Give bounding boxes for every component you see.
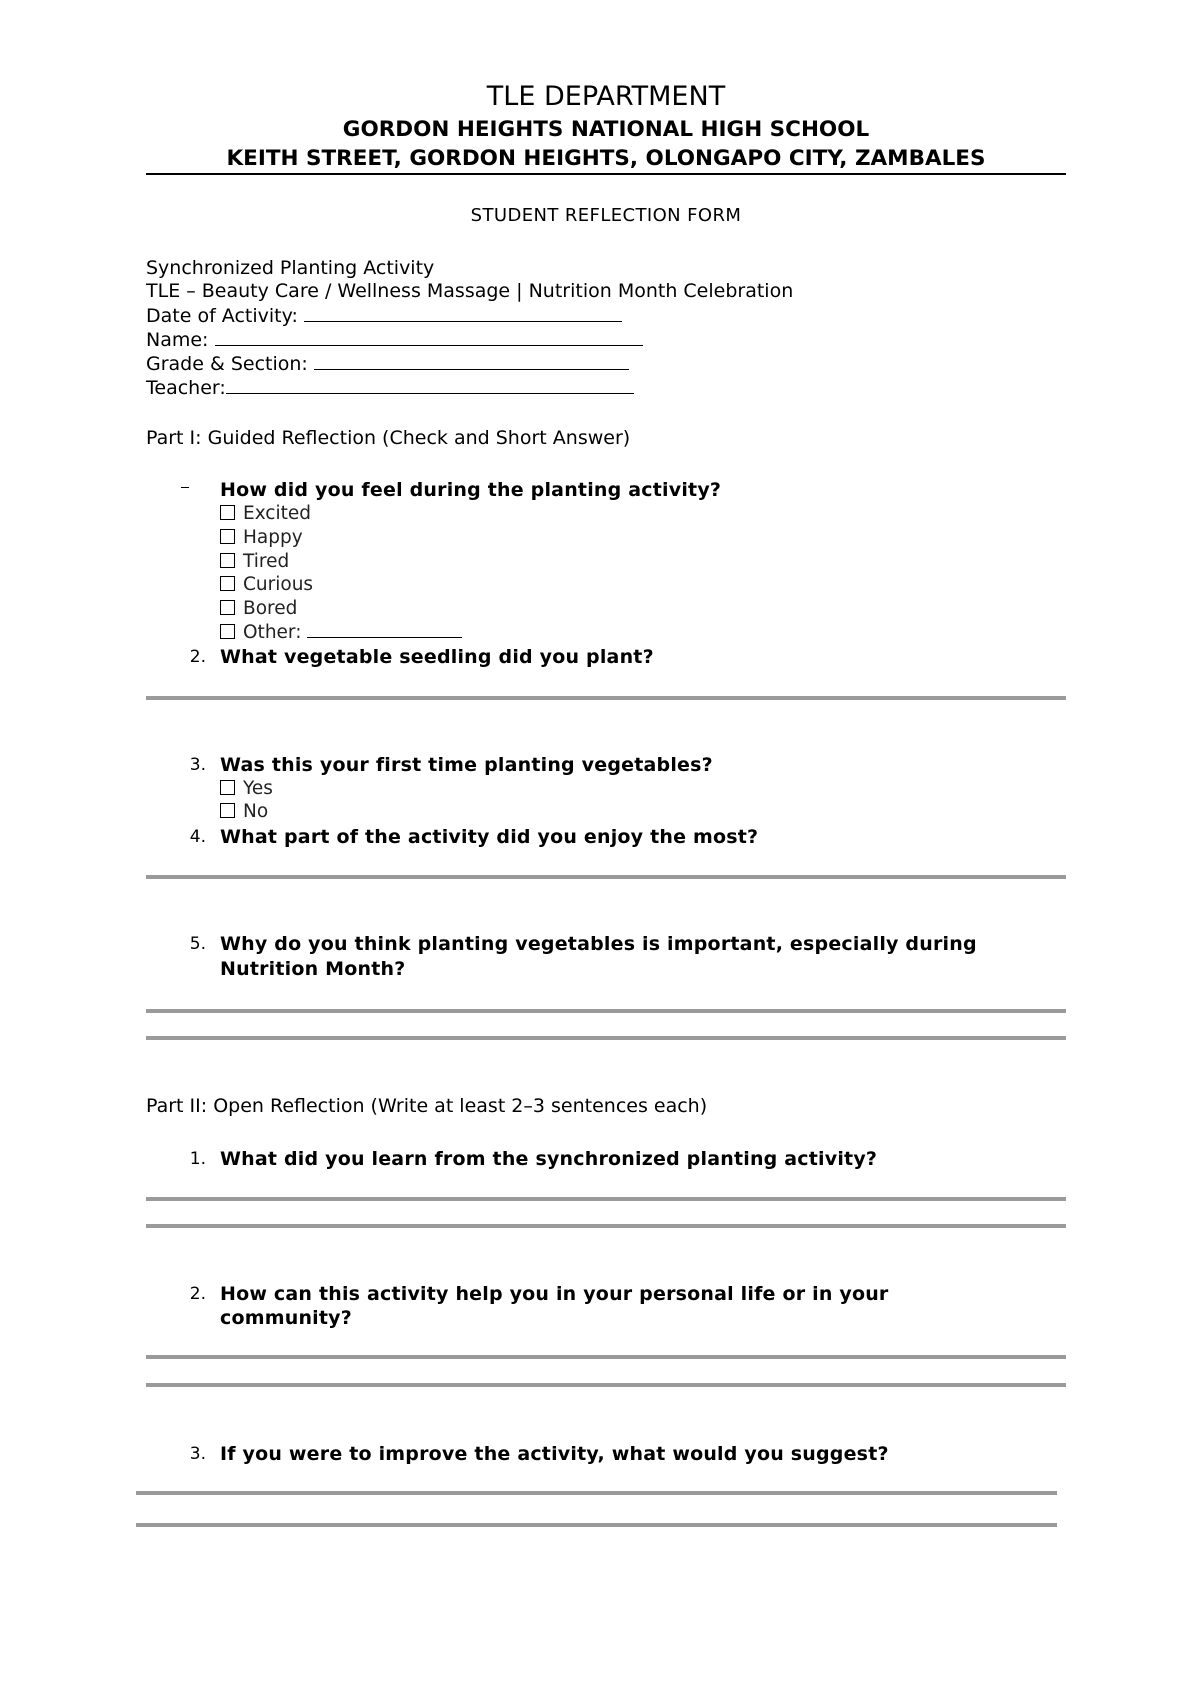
part1-q5-text-line2: Nutrition Month?	[220, 958, 406, 980]
part2-q1-number: 1.	[189, 1149, 206, 1169]
part2-q2-number: 2.	[189, 1284, 206, 1304]
name-field[interactable]	[146, 327, 643, 352]
other-blank[interactable]	[307, 621, 462, 638]
grade-section-field[interactable]	[146, 351, 629, 376]
grade-section-label: Grade & Section:	[146, 353, 314, 375]
answer-line[interactable]	[146, 1009, 1066, 1013]
checkbox-icon[interactable]	[220, 553, 235, 568]
part2-q3-text: If you were to improve the activity, what would you suggest?	[220, 1443, 889, 1465]
teacher-blank[interactable]	[226, 375, 634, 394]
answer-line[interactable]	[146, 875, 1066, 879]
checkbox-icon[interactable]	[220, 505, 235, 520]
answer-line[interactable]	[146, 1036, 1066, 1040]
header-divider	[146, 173, 1066, 175]
answer-line[interactable]	[136, 1491, 1057, 1495]
school-address: KEITH STREET, GORDON HEIGHTS, OLONGAPO CITY, ZAMBALES	[226, 146, 986, 171]
answer-line[interactable]	[146, 1383, 1066, 1387]
part1-q3-number: 3.	[189, 755, 206, 775]
part1-q3-text: Was this your first time planting vegetables?	[220, 754, 713, 776]
part2-q1-text: What did you learn from the synchronized planting activity?	[220, 1148, 878, 1170]
option-other[interactable]: Other:	[220, 621, 462, 645]
q1-bullet	[181, 487, 189, 488]
part1-q5-text-line1: Why do you think planting vegetables is important, especially during	[220, 933, 977, 955]
name-blank[interactable]	[215, 327, 643, 346]
part2-q2-text-line1: How can this activity help you in your personal life or in your	[220, 1283, 889, 1305]
checkbox-icon[interactable]	[220, 624, 235, 639]
date-label: Date of Activity:	[146, 305, 304, 327]
checkbox-icon[interactable]	[220, 529, 235, 544]
checkbox-icon[interactable]	[220, 780, 235, 795]
checkbox-icon[interactable]	[220, 576, 235, 591]
option-yes[interactable]: Yes	[220, 777, 273, 801]
answer-line[interactable]	[136, 1523, 1057, 1527]
checkbox-icon[interactable]	[220, 600, 235, 615]
grade-section-blank[interactable]	[314, 351, 629, 370]
part1-q4-number: 4.	[189, 827, 206, 847]
option-tired[interactable]: Tired	[220, 550, 289, 574]
part2-q3-number: 3.	[189, 1444, 206, 1464]
form-title: STUDENT REFLECTION FORM	[470, 205, 742, 226]
part2-q2-text-line2: community?	[220, 1307, 352, 1329]
option-no[interactable]: No	[220, 800, 268, 824]
activity-name: Synchronized Planting Activity	[146, 257, 435, 279]
option-excited[interactable]: Excited	[220, 502, 311, 526]
part1-q5-number: 5.	[189, 934, 206, 954]
answer-line[interactable]	[146, 1224, 1066, 1228]
teacher-label: Teacher:	[146, 377, 226, 399]
part1-q2-text: What vegetable seedling did you plant?	[220, 646, 654, 668]
name-label: Name:	[146, 329, 215, 351]
part2-title: Part II: Open Reflection (Write at least 2–3 sentences each)	[146, 1095, 708, 1117]
part1-q1-text: How did you feel during the planting activity?	[220, 479, 722, 501]
answer-line[interactable]	[146, 1355, 1066, 1359]
part1-title: Part I: Guided Reflection (Check and Short Answer)	[146, 427, 631, 449]
date-field[interactable]	[146, 303, 622, 328]
answer-line[interactable]	[146, 696, 1066, 700]
option-bored[interactable]: Bored	[220, 597, 297, 621]
part1-q2-number: 2.	[189, 647, 206, 667]
school-name: GORDON HEIGHTS NATIONAL HIGH SCHOOL	[342, 117, 870, 142]
answer-line[interactable]	[146, 1197, 1066, 1201]
activity-subject: TLE – Beauty Care / Wellness Massage | Nutrition Month Celebration	[146, 280, 794, 302]
part1-q4-text: What part of the activity did you enjoy the most?	[220, 826, 759, 848]
teacher-field[interactable]	[146, 375, 634, 400]
department-title: TLE DEPARTMENT	[486, 81, 726, 112]
checkbox-icon[interactable]	[220, 803, 235, 818]
option-curious[interactable]: Curious	[220, 573, 313, 597]
option-happy[interactable]: Happy	[220, 526, 303, 550]
date-blank[interactable]	[304, 303, 622, 322]
